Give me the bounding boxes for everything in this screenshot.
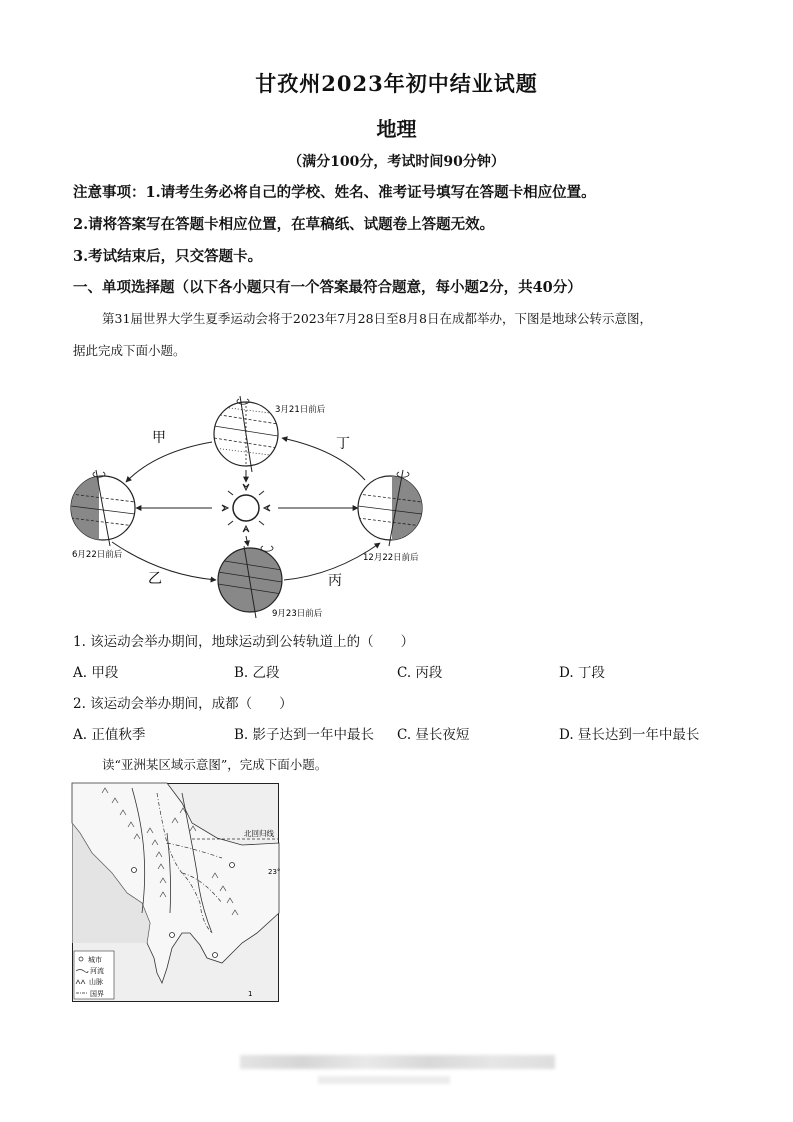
earth-orbit-diagram [60, 390, 440, 622]
q1-option-c[interactable]: C. 丙段 [397, 665, 443, 681]
label-bing: 丙 [328, 573, 342, 589]
lat-label: 23° [268, 868, 281, 876]
date-bottom: 9月23日前后 [272, 609, 323, 619]
earth-bottom-icon [218, 546, 282, 618]
q1-option-d[interactable]: D. 丁段 [559, 665, 605, 681]
map-intro: 读“亚洲某区域示意图”，完成下面小题。 [102, 757, 328, 772]
date-right: 12月22日前后 [363, 553, 419, 563]
note-line-3: 3.考试结束后，只交答题卡。 [73, 248, 263, 265]
asia-region-map [72, 783, 279, 1002]
legend-river-label: 河流 [90, 967, 104, 975]
tropic-label: 北回归线 [244, 829, 274, 838]
label-ding: 丁 [336, 436, 350, 452]
orbit-arc-jia [126, 442, 212, 482]
sun-icon [222, 484, 270, 532]
footer-watermark-2 [318, 1076, 450, 1084]
note-line-1: 注意事项：1.请考生务必将自己的学校、姓名、准考证号填写在答题卡相应位置。 [73, 184, 596, 201]
footer-watermark [240, 1055, 555, 1069]
map-corner-number: 1 [248, 990, 253, 998]
label-yi: 乙 [148, 571, 162, 587]
legend-city-icon [79, 957, 83, 961]
orbit-arc-ding [282, 438, 365, 480]
q2-option-b[interactable]: B. 影子达到一年中最长 [234, 727, 375, 743]
q1-option-a[interactable]: A. 甲段 [73, 665, 119, 681]
date-top: 3月21日前后 [275, 405, 326, 415]
legend-border-label: 国界 [90, 990, 104, 998]
q2-option-a[interactable]: A. 正值秋季 [73, 727, 146, 743]
earth-right-icon [358, 470, 424, 546]
label-jia: 甲 [152, 430, 166, 446]
legend-city-label: 城市 [88, 956, 102, 964]
q2-stem: 2. 该运动会举办期间，成都（ ） [73, 696, 293, 712]
legend-mountain-label: 山脉 [89, 978, 103, 986]
q1-option-b[interactable]: B. 乙段 [234, 665, 280, 681]
score-info: （满分100分，考试时间90分钟） [288, 154, 505, 170]
orbit-arc-yi [112, 542, 216, 580]
intro-line-2: 据此完成下面小题。 [73, 343, 186, 358]
date-left: 6月22日前后 [72, 550, 123, 560]
q2-option-d[interactable]: D. 昼长达到一年中最长 [559, 727, 700, 743]
exam-title: 甘孜州2023年初中结业试题 [255, 71, 538, 96]
section-heading: 一、单项选择题（以下各小题只有一个答案最符合题意，每小题2分，共40分） [73, 279, 582, 296]
subject-title: 地理 [376, 117, 417, 141]
note-line-2: 2.请将答案写在答题卡相应位置，在草稿纸、试题卷上答题无效。 [73, 216, 495, 233]
earth-left-icon [71, 470, 138, 546]
intro-line-1: 第31届世界大学生夏季运动会将于2023年7月28日至8月8日在成都举办，下图是地球公转示意图， [102, 311, 652, 326]
q2-option-c[interactable]: C. 昼长夜短 [397, 727, 470, 743]
earth-top-icon [214, 396, 278, 472]
q1-stem: 1. 该运动会举办期间，地球运动到公转轨道上的（ ） [73, 634, 415, 650]
